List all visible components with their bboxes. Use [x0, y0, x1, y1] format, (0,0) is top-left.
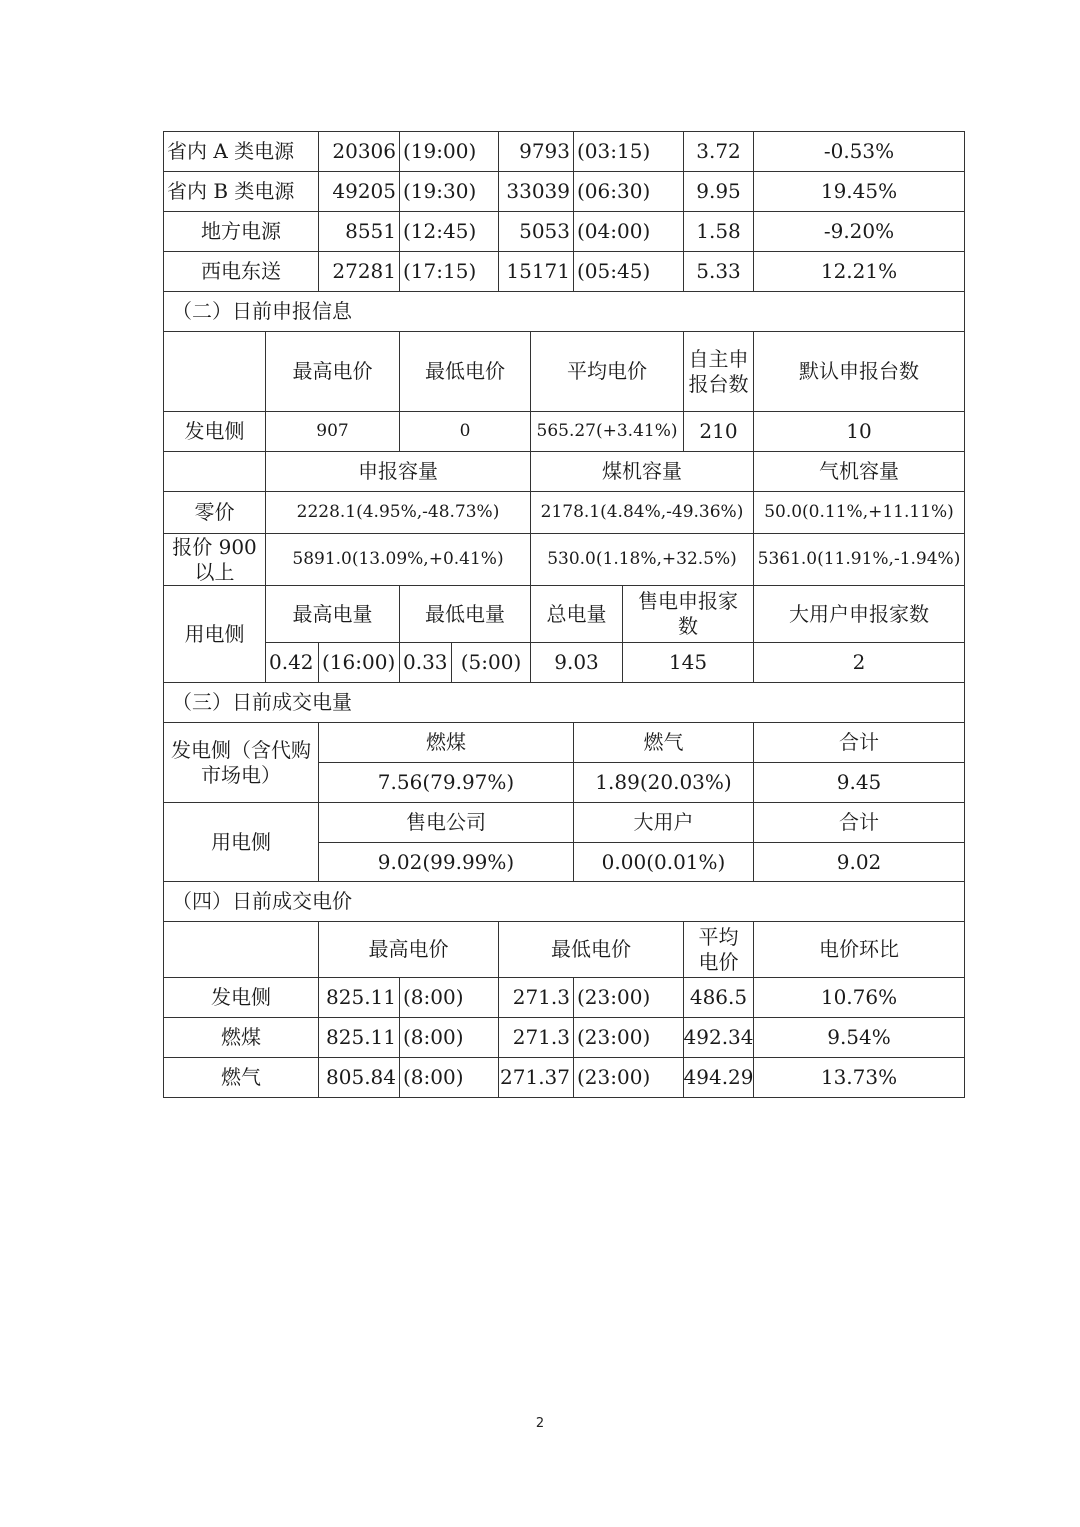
- row-label: 发电侧: [163, 977, 319, 1018]
- header-max-price: 最高电价: [318, 921, 499, 978]
- header-avg-price: 平均电价: [683, 921, 754, 978]
- load-side-label: 用电侧: [163, 585, 266, 683]
- header-max-energy: 最高电量: [265, 585, 400, 643]
- empty-corner-cell: [163, 921, 319, 978]
- section-title: （三）日前成交电量: [163, 682, 965, 723]
- min-value: 33039: [498, 171, 574, 212]
- row-label: 西电东送: [163, 251, 319, 292]
- header-coal-capacity: 煤机容量: [530, 451, 754, 492]
- header-min-price: 最低电价: [399, 331, 531, 412]
- section-title: （二）日前申报信息: [163, 291, 965, 332]
- min-time: (04:00): [573, 211, 684, 252]
- over-900-coal: 530.0(1.18%,+32.5%): [530, 533, 754, 586]
- header-max-price: 最高电价: [265, 331, 400, 412]
- row-label: 燃煤: [163, 1017, 319, 1058]
- gen-max-price: 907: [265, 411, 400, 452]
- header-coal: 燃煤: [318, 722, 574, 763]
- avg-value: 486.5: [683, 977, 754, 1018]
- load-retail-value: 9.02(99.99%): [318, 842, 574, 882]
- gen-min-price: 0: [399, 411, 531, 452]
- max-time: (8:00): [399, 1057, 499, 1098]
- header-big-user-count: 大用户申报家数: [753, 585, 965, 643]
- avg-value: 5.33: [683, 251, 754, 292]
- header-total: 合计: [753, 722, 965, 763]
- gen-default-units: 10: [753, 411, 965, 452]
- header-min-price: 最低电价: [498, 921, 684, 978]
- header-big-user: 大用户: [573, 802, 754, 843]
- load-total-value: 9.02: [753, 842, 965, 882]
- max-value: 27281: [318, 251, 400, 292]
- row-label: 省内 B 类电源: [163, 171, 319, 212]
- header-retail-count: 售电申报家数: [622, 585, 754, 643]
- min-time: (23:00): [573, 977, 684, 1018]
- header-avg-price: 平均电价: [530, 331, 684, 412]
- load-traded-label: 用电侧: [163, 802, 319, 882]
- gen-side-label: 发电侧: [163, 411, 266, 452]
- load-big-user-count: 2: [753, 642, 965, 683]
- header-retail-company: 售电公司: [318, 802, 574, 843]
- zero-gas: 50.0(0.11%,+11.11%): [753, 491, 965, 534]
- empty-corner-cell: [163, 451, 266, 492]
- load-min-value: 0.33: [399, 642, 452, 683]
- max-time: (12:45): [399, 211, 499, 252]
- min-value: 15171: [498, 251, 574, 292]
- max-time: (19:00): [399, 131, 499, 172]
- load-retail-count: 145: [622, 642, 754, 683]
- row-label: 燃气: [163, 1057, 319, 1098]
- min-value: 271.37: [498, 1057, 574, 1098]
- min-value: 271.3: [498, 1017, 574, 1058]
- header-total: 合计: [753, 802, 965, 843]
- gen-total-value: 9.45: [753, 762, 965, 803]
- gen-coal-value: 7.56(79.97%): [318, 762, 574, 803]
- min-time: (05:45): [573, 251, 684, 292]
- change-value: 12.21%: [753, 251, 965, 292]
- min-time: (03:15): [573, 131, 684, 172]
- mom-value: 13.73%: [753, 1057, 965, 1098]
- over-900-declared: 5891.0(13.09%,+0.41%): [265, 533, 531, 586]
- max-time: (8:00): [399, 1017, 499, 1058]
- min-time: (06:30): [573, 171, 684, 212]
- gen-gas-value: 1.89(20.03%): [573, 762, 754, 803]
- empty-corner-cell: [163, 331, 266, 412]
- header-price-mom: 电价环比: [753, 921, 965, 978]
- gen-avg-price: 565.27(+3.41%): [530, 411, 684, 452]
- zero-price-label: 零价: [163, 491, 266, 534]
- mom-value: 10.76%: [753, 977, 965, 1018]
- header-declared-capacity: 申报容量: [265, 451, 531, 492]
- header-total-energy: 总电量: [530, 585, 623, 643]
- max-value: 8551: [318, 211, 400, 252]
- max-value: 805.84: [318, 1057, 400, 1098]
- row-label: 省内 A 类电源: [163, 131, 319, 172]
- change-value: -0.53%: [753, 131, 965, 172]
- header-default-units: 默认申报台数: [753, 331, 965, 412]
- load-max-value: 0.42: [265, 642, 319, 683]
- section-title: （四）日前成交电价: [163, 881, 965, 922]
- min-value: 5053: [498, 211, 574, 252]
- max-time: (8:00): [399, 977, 499, 1018]
- max-value: 49205: [318, 171, 400, 212]
- header-gas-capacity: 气机容量: [753, 451, 965, 492]
- avg-value: 1.58: [683, 211, 754, 252]
- load-min-time: (5:00): [451, 642, 531, 683]
- row-label: 地方电源: [163, 211, 319, 252]
- mom-value: 9.54%: [753, 1017, 965, 1058]
- header-self-units: 自主申报台数: [683, 331, 754, 412]
- avg-value: 9.95: [683, 171, 754, 212]
- max-time: (17:15): [399, 251, 499, 292]
- avg-value: 3.72: [683, 131, 754, 172]
- min-time: (23:00): [573, 1057, 684, 1098]
- change-value: 19.45%: [753, 171, 965, 212]
- max-value: 20306: [318, 131, 400, 172]
- min-value: 271.3: [498, 977, 574, 1018]
- over-900-gas: 5361.0(11.91%,-1.94%): [753, 533, 965, 586]
- min-time: (23:00): [573, 1017, 684, 1058]
- change-value: -9.20%: [753, 211, 965, 252]
- zero-declared: 2228.1(4.95%,-48.73%): [265, 491, 531, 534]
- avg-value: 492.34: [683, 1017, 754, 1058]
- load-max-time: (16:00): [318, 642, 400, 683]
- page-number: 2: [535, 1416, 545, 1431]
- avg-value: 494.29: [683, 1057, 754, 1098]
- gen-traded-label: 发电侧（含代购市场电）: [163, 722, 319, 803]
- gen-self-units: 210: [683, 411, 754, 452]
- max-value: 825.11: [318, 977, 400, 1018]
- max-value: 825.11: [318, 1017, 400, 1058]
- load-big-user-value: 0.00(0.01%): [573, 842, 754, 882]
- header-min-energy: 最低电量: [399, 585, 531, 643]
- max-time: (19:30): [399, 171, 499, 212]
- load-total: 9.03: [530, 642, 623, 683]
- min-value: 9793: [498, 131, 574, 172]
- header-gas: 燃气: [573, 722, 754, 763]
- zero-coal: 2178.1(4.84%,-49.36%): [530, 491, 754, 534]
- over-900-label: 报价 900 以上: [163, 533, 266, 586]
